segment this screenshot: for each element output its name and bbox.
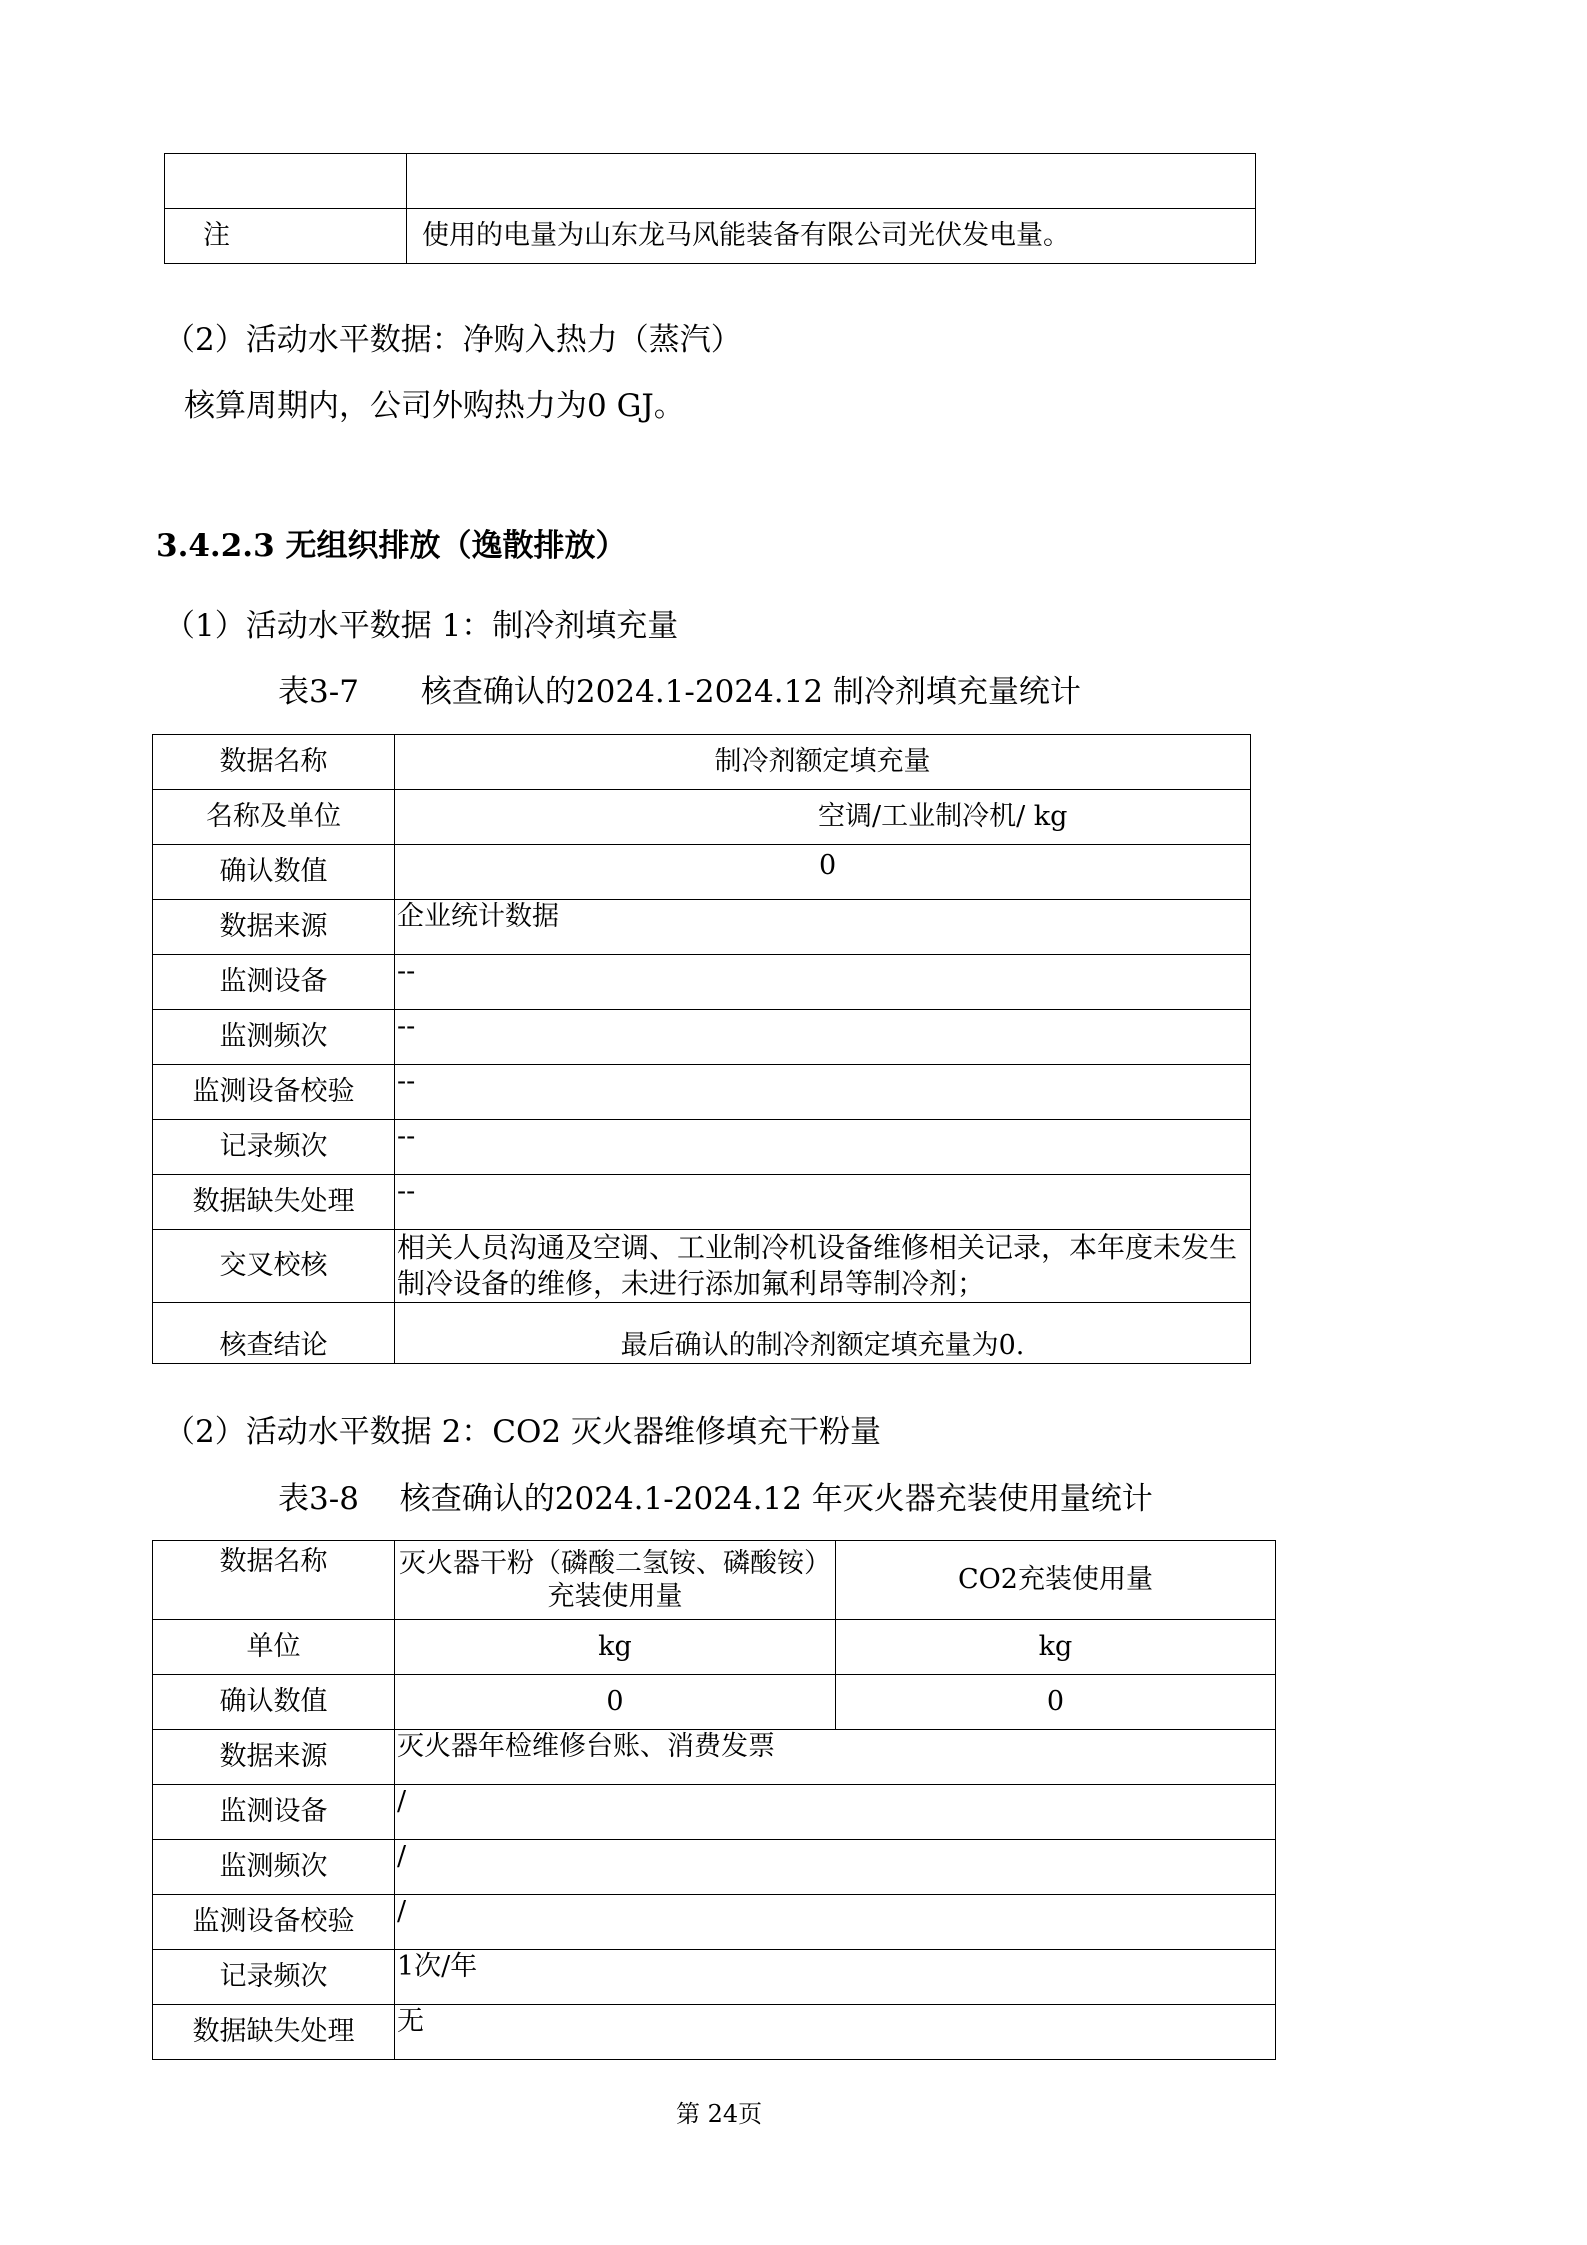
row-value: 相关人员沟通及空调、工业制冷机设备维修相关记录，本年度未发生制冷设备的维修，未进行添加氟利昂等制冷剂； xyxy=(395,1230,1251,1303)
row-value: -- xyxy=(395,1175,1251,1230)
row-value: -- xyxy=(395,1010,1251,1065)
note-text: 使用的电量为山东龙马风能装备有限公司光伏发电量。 xyxy=(407,209,1256,264)
steam-heading: （2）活动水平数据：净购入热力（蒸汽） xyxy=(164,322,742,358)
table-row xyxy=(153,900,1251,955)
unit-col1: kg xyxy=(395,1620,836,1675)
table-row xyxy=(153,1730,1276,1785)
extinguisher-subheading: （2）活动水平数据 2：CO2 灭火器维修填充干粉量 xyxy=(164,1414,882,1450)
table-row xyxy=(153,790,1251,845)
row-label: 数据名称 xyxy=(153,735,395,790)
section-heading: 3.4.2.3 无组织排放（逸散排放） xyxy=(156,528,627,564)
row-value: / xyxy=(395,1785,1276,1840)
row-value: 1次/年 xyxy=(395,1950,1276,2005)
table-row xyxy=(153,1785,1276,1840)
row-label: 确认数值 xyxy=(153,845,395,900)
steam-body: 核算周期内，公司外购热力为0 GJ。 xyxy=(184,388,685,424)
table-3-8-caption: 表3-8 核查确认的2024.1-2024.12 年灭火器充装使用量统计 xyxy=(278,1481,1153,1517)
table-row xyxy=(153,1175,1251,1230)
row-value: -- xyxy=(395,1120,1251,1175)
row-value: 制冷剂额定填充量 xyxy=(395,735,1251,790)
table-row xyxy=(153,2005,1276,2060)
table-row xyxy=(153,1675,1276,1730)
unit-label: 单位 xyxy=(153,1620,395,1675)
value-col2: 0 xyxy=(836,1675,1276,1730)
col2-header: CO2充装使用量 xyxy=(836,1541,1276,1620)
table-row xyxy=(153,1065,1251,1120)
unit-col2: kg xyxy=(836,1620,1276,1675)
table-row xyxy=(153,955,1251,1010)
page-number: 第 24页 xyxy=(676,2100,763,2128)
row-value: 灭火器年检维修台账、消费发票 xyxy=(395,1730,1276,1785)
row-label: 数据缺失处理 xyxy=(153,2005,395,2060)
row-value: / xyxy=(395,1840,1276,1895)
row-label: 数据来源 xyxy=(153,900,395,955)
row-label: 名称及单位 xyxy=(153,790,395,845)
row-label: 数据缺失处理 xyxy=(153,1175,395,1230)
value-col1: 0 xyxy=(395,1675,836,1730)
table-row xyxy=(153,1010,1251,1065)
row-value: / xyxy=(395,1895,1276,1950)
row-label: 记录频次 xyxy=(153,1950,395,2005)
row-label: 数据来源 xyxy=(153,1730,395,1785)
empty-cell xyxy=(165,154,407,209)
row-value: 最后确认的制冷剂额定填充量为0. xyxy=(395,1303,1251,1364)
row-label: 监测设备校验 xyxy=(153,1065,395,1120)
empty-cell xyxy=(407,154,1256,209)
row-label: 监测频次 xyxy=(153,1010,395,1065)
electricity-note-table xyxy=(164,153,1256,264)
row-value: 企业统计数据 xyxy=(395,900,1251,955)
row-value: 无 xyxy=(395,2005,1276,2060)
table-row xyxy=(153,1120,1251,1175)
table-row xyxy=(153,1840,1276,1895)
refrigerant-table xyxy=(152,734,1251,1364)
row-label: 监测设备 xyxy=(153,1785,395,1840)
table-row xyxy=(153,1303,1251,1364)
table-3-7-caption: 表3-7 核查确认的2024.1-2024.12 制冷剂填充量统计 xyxy=(278,674,1081,710)
extinguisher-table xyxy=(152,1540,1276,2060)
row-label: 监测设备校验 xyxy=(153,1895,395,1950)
row-label: 监测频次 xyxy=(153,1840,395,1895)
note-label: 注 xyxy=(165,209,407,264)
table-row xyxy=(153,845,1251,900)
table-row xyxy=(153,735,1251,790)
table-row xyxy=(153,1230,1251,1303)
row-label: 核查结论 xyxy=(153,1303,395,1364)
row-label: 记录频次 xyxy=(153,1120,395,1175)
value-label: 确认数值 xyxy=(153,1675,395,1730)
row-label: 交叉校核 xyxy=(153,1230,395,1303)
table-row xyxy=(153,1620,1276,1675)
refrigerant-subheading: （1）活动水平数据 1：制冷剂填充量 xyxy=(164,608,679,644)
table-row xyxy=(153,1541,1276,1620)
row-value: 空调/工业制冷机/ kg xyxy=(395,790,1251,845)
table-row xyxy=(153,1895,1276,1950)
table-row xyxy=(153,1950,1276,2005)
row-value: -- xyxy=(395,955,1251,1010)
row-label: 监测设备 xyxy=(153,955,395,1010)
row-value: 0 xyxy=(395,845,1251,900)
header-label: 数据名称 xyxy=(153,1541,395,1620)
col1-header: 灭火器干粉（磷酸二氢铵、磷酸铵）充装使用量 xyxy=(395,1541,836,1620)
row-value: -- xyxy=(395,1065,1251,1120)
